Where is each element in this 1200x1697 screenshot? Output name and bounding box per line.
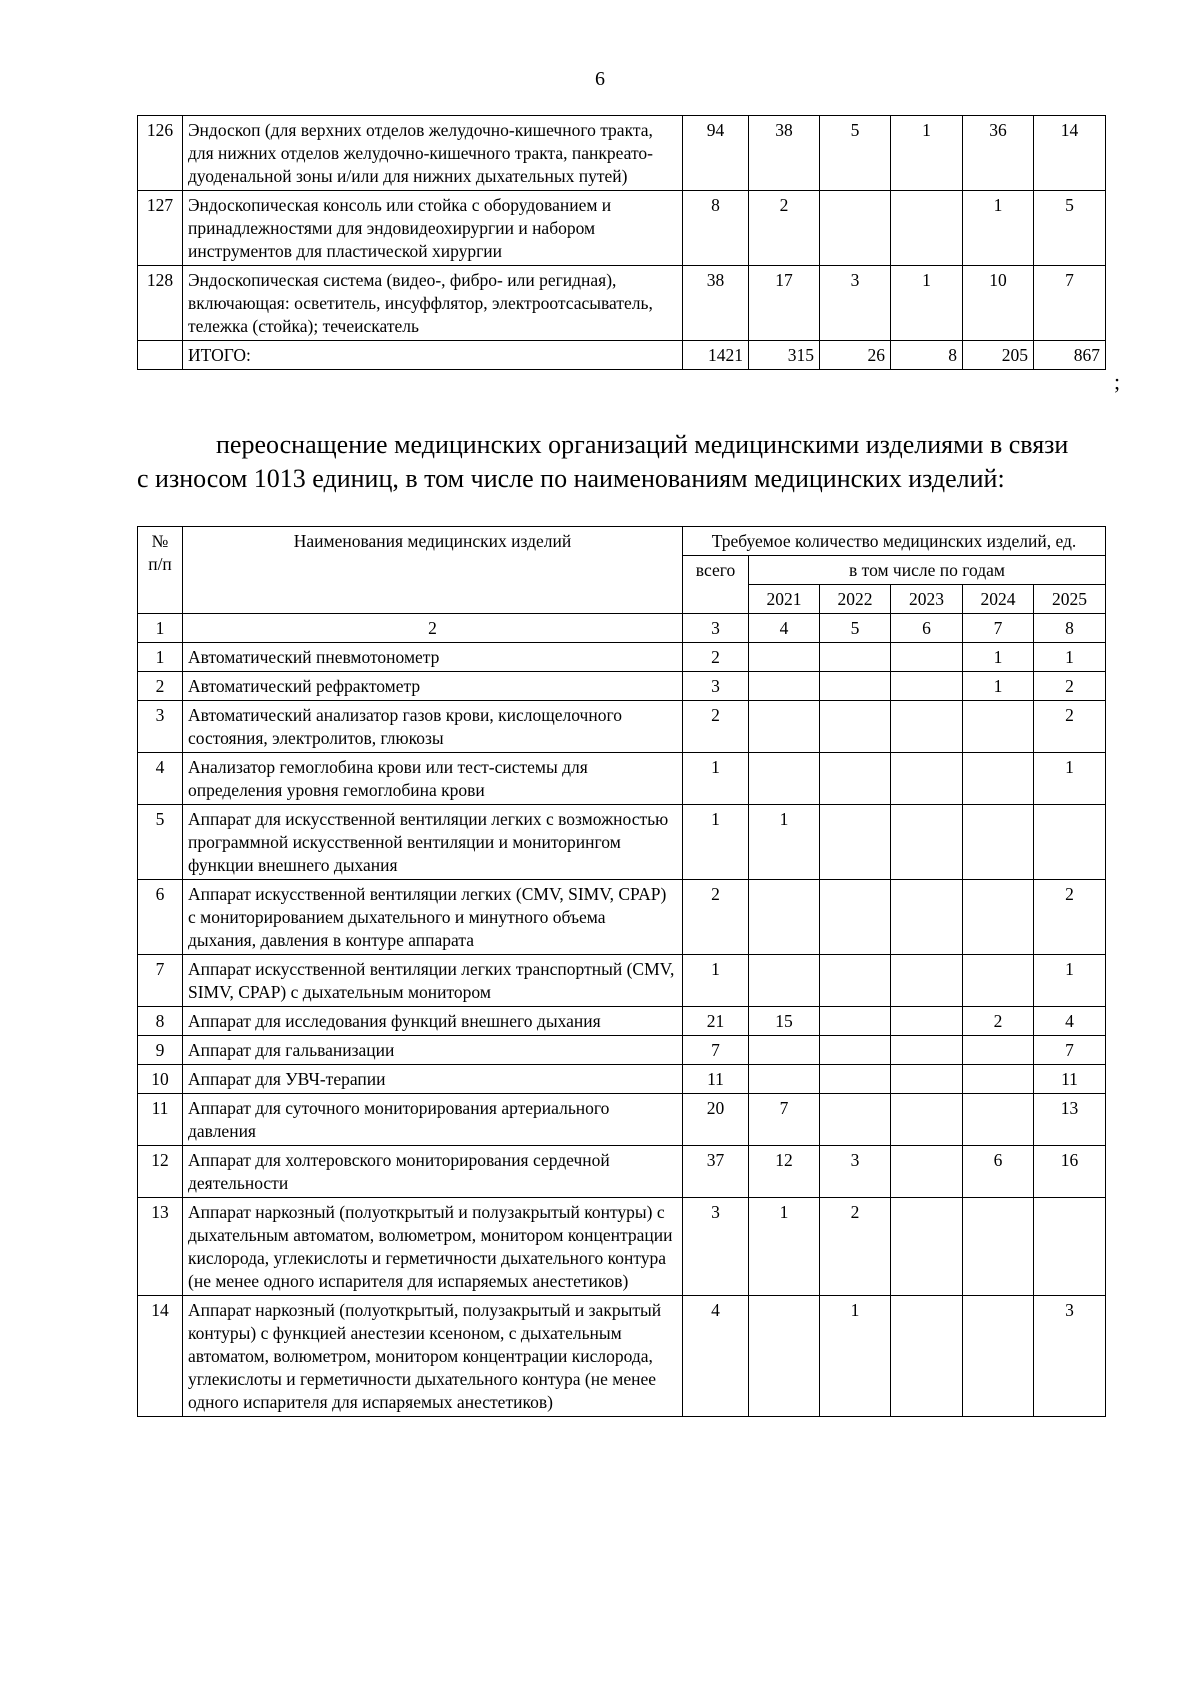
qty-2023 bbox=[891, 753, 963, 805]
qty-total: 38 bbox=[683, 266, 749, 341]
qty-2022 bbox=[820, 805, 891, 880]
header-year-2022: 2022 bbox=[820, 585, 891, 614]
qty-2024: 6 bbox=[963, 1146, 1034, 1198]
qty-2021 bbox=[749, 1065, 820, 1094]
qty-2024 bbox=[963, 1296, 1034, 1417]
qty-total: 1 bbox=[683, 753, 749, 805]
qty-2024: 36 bbox=[963, 116, 1034, 191]
qty-2023 bbox=[891, 805, 963, 880]
qty-2024 bbox=[963, 955, 1034, 1007]
header-name: Наименования медицинских изделий bbox=[183, 527, 683, 614]
row-number: 2 bbox=[138, 672, 183, 701]
col-number: 3 bbox=[683, 614, 749, 643]
qty-2021: 15 bbox=[749, 1007, 820, 1036]
qty-2024: 1 bbox=[963, 672, 1034, 701]
qty-2025: 5 bbox=[1034, 191, 1106, 266]
item-name: Анализатор гемоглобина крови или тест-системы для определения уровня гемоглобина крови bbox=[183, 753, 683, 805]
qty-2023: 1 bbox=[891, 266, 963, 341]
col-number: 7 bbox=[963, 614, 1034, 643]
qty-2022 bbox=[820, 191, 891, 266]
qty-2025: 1 bbox=[1034, 643, 1106, 672]
qty-2025: 14 bbox=[1034, 116, 1106, 191]
qty-2025: 4 bbox=[1034, 1007, 1106, 1036]
qty-2022: 3 bbox=[820, 266, 891, 341]
row-number: 14 bbox=[138, 1296, 183, 1417]
qty-2024: 10 bbox=[963, 266, 1034, 341]
header-year-2021: 2021 bbox=[749, 585, 820, 614]
qty-total: 94 bbox=[683, 116, 749, 191]
qty-2025: 7 bbox=[1034, 266, 1106, 341]
qty-2021: 12 bbox=[749, 1146, 820, 1198]
col-number: 1 bbox=[138, 614, 183, 643]
qty-2021 bbox=[749, 955, 820, 1007]
qty-2024: 1 bbox=[963, 191, 1034, 266]
qty-2021 bbox=[749, 672, 820, 701]
col-number: 5 bbox=[820, 614, 891, 643]
row-number: 12 bbox=[138, 1146, 183, 1198]
table-row bbox=[138, 1065, 1106, 1094]
qty-2023 bbox=[891, 1146, 963, 1198]
item-name: Автоматический пневмотонометр bbox=[183, 643, 683, 672]
table-row bbox=[138, 701, 1106, 753]
row-number: 9 bbox=[138, 1036, 183, 1065]
qty-total: 1 bbox=[683, 955, 749, 1007]
qty-2022 bbox=[820, 753, 891, 805]
qty-2022 bbox=[820, 955, 891, 1007]
qty-2024 bbox=[963, 1198, 1034, 1296]
qty-2022 bbox=[820, 672, 891, 701]
row-number: 128 bbox=[138, 266, 183, 341]
qty-2025: 7 bbox=[1034, 1036, 1106, 1065]
header-year-2024: 2024 bbox=[963, 585, 1034, 614]
qty-total: 20 bbox=[683, 1094, 749, 1146]
qty-2024 bbox=[963, 805, 1034, 880]
sum-2021: 315 bbox=[749, 341, 820, 370]
paragraph-line-2: с износом 1013 единиц, в том числе по наименованиям медицинских изделий: bbox=[137, 464, 1005, 493]
qty-2025: 16 bbox=[1034, 1146, 1106, 1198]
item-name: Аппарат наркозный (полуоткрытый и полузакрытый контуры) с дыхательным автоматом, волюметром, монитором концентрации кислорода, углекислоты и герметичности дыхательного контура (не менее одного испарителя для испаряемых анестетиков) bbox=[183, 1198, 683, 1296]
sum-total: 1421 bbox=[683, 341, 749, 370]
header-required-qty: Требуемое количество медицинских изделий, ед. bbox=[683, 527, 1106, 556]
row-number: 5 bbox=[138, 805, 183, 880]
qty-2022 bbox=[820, 1007, 891, 1036]
qty-2023 bbox=[891, 701, 963, 753]
qty-2025 bbox=[1034, 1198, 1106, 1296]
paragraph-line-1: переоснащение медицинских организаций медицинскими изделиями в связи bbox=[216, 430, 1069, 459]
item-name: Аппарат искусственной вентиляции легких (CMV, SIMV, CPAP) с мониторированием дыхательного и минутного объема дыхания, давления в контуре аппарата bbox=[183, 880, 683, 955]
qty-2021: 38 bbox=[749, 116, 820, 191]
qty-2025: 13 bbox=[1034, 1094, 1106, 1146]
qty-2024 bbox=[963, 1094, 1034, 1146]
qty-total: 11 bbox=[683, 1065, 749, 1094]
qty-2024 bbox=[963, 753, 1034, 805]
qty-total: 2 bbox=[683, 880, 749, 955]
row-number: 1 bbox=[138, 643, 183, 672]
table-row bbox=[138, 191, 1106, 266]
sum-2022: 26 bbox=[820, 341, 891, 370]
qty-2023 bbox=[891, 1065, 963, 1094]
table-row bbox=[138, 955, 1106, 1007]
qty-2022 bbox=[820, 1065, 891, 1094]
qty-2023 bbox=[891, 1198, 963, 1296]
qty-2023 bbox=[891, 880, 963, 955]
qty-2024: 1 bbox=[963, 643, 1034, 672]
column-numbers-row bbox=[138, 614, 1106, 643]
header-by-years: в том числе по годам bbox=[749, 556, 1106, 585]
qty-2024 bbox=[963, 880, 1034, 955]
qty-2022: 5 bbox=[820, 116, 891, 191]
qty-2021 bbox=[749, 643, 820, 672]
qty-2024 bbox=[963, 701, 1034, 753]
sum-2023: 8 bbox=[891, 341, 963, 370]
qty-2023 bbox=[891, 1007, 963, 1036]
table-row bbox=[138, 1146, 1106, 1198]
header-year-2025: 2025 bbox=[1034, 585, 1106, 614]
item-name: Аппарат для искусственной вентиляции легких с возможностью программной искусственной вентиляции и мониторингом функции внешнего дыхания bbox=[183, 805, 683, 880]
qty-2021: 1 bbox=[749, 1198, 820, 1296]
qty-2023 bbox=[891, 672, 963, 701]
qty-2023: 1 bbox=[891, 116, 963, 191]
qty-total: 3 bbox=[683, 672, 749, 701]
table-row bbox=[138, 1007, 1106, 1036]
qty-2023 bbox=[891, 191, 963, 266]
qty-total: 8 bbox=[683, 191, 749, 266]
table-row bbox=[138, 1296, 1106, 1417]
item-name: Эндоскоп (для верхних отделов желудочно-кишечного тракта, для нижних отделов желудочно-кишечного тракта, панкреато-дуоденальной зоны и/или для нижних дыхательных путей) bbox=[183, 116, 683, 191]
qty-2021: 1 bbox=[749, 805, 820, 880]
table-row bbox=[138, 1036, 1106, 1065]
qty-2021 bbox=[749, 753, 820, 805]
header-num: № п/п bbox=[138, 527, 183, 614]
item-name: Аппарат для исследования функций внешнего дыхания bbox=[183, 1007, 683, 1036]
qty-2025: 2 bbox=[1034, 880, 1106, 955]
qty-2022: 2 bbox=[820, 1198, 891, 1296]
table-row bbox=[138, 672, 1106, 701]
qty-2025: 11 bbox=[1034, 1065, 1106, 1094]
table-row bbox=[138, 266, 1106, 341]
row-number-empty bbox=[138, 341, 183, 370]
qty-2021 bbox=[749, 1296, 820, 1417]
row-number: 127 bbox=[138, 191, 183, 266]
item-name: Аппарат для суточного мониторирования артериального давления bbox=[183, 1094, 683, 1146]
trailing-semicolon: ; bbox=[1114, 369, 1121, 394]
item-name: Аппарат для гальванизации bbox=[183, 1036, 683, 1065]
qty-2021 bbox=[749, 880, 820, 955]
page-number: 6 bbox=[595, 68, 605, 90]
qty-total: 4 bbox=[683, 1296, 749, 1417]
col-number: 8 bbox=[1034, 614, 1106, 643]
qty-2024: 2 bbox=[963, 1007, 1034, 1036]
qty-2025: 3 bbox=[1034, 1296, 1106, 1417]
qty-2023 bbox=[891, 643, 963, 672]
qty-2024 bbox=[963, 1036, 1034, 1065]
qty-2023 bbox=[891, 1036, 963, 1065]
qty-total: 2 bbox=[683, 643, 749, 672]
intro-paragraph bbox=[137, 428, 1142, 496]
item-name: Эндоскопическая система (видео-, фибро- или регидная), включающая: осветитель, инсуффлятор, электроотсасыватель, тележка (стойка); течеискатель bbox=[183, 266, 683, 341]
qty-2025: 1 bbox=[1034, 955, 1106, 1007]
qty-total: 3 bbox=[683, 1198, 749, 1296]
row-number: 8 bbox=[138, 1007, 183, 1036]
row-number: 4 bbox=[138, 753, 183, 805]
qty-2021 bbox=[749, 1036, 820, 1065]
col-number: 6 bbox=[891, 614, 963, 643]
table-row bbox=[138, 1198, 1106, 1296]
table-row bbox=[138, 805, 1106, 880]
qty-2022 bbox=[820, 1094, 891, 1146]
table-row bbox=[138, 643, 1106, 672]
qty-total: 7 bbox=[683, 1036, 749, 1065]
qty-2022: 1 bbox=[820, 1296, 891, 1417]
header-row-1 bbox=[138, 527, 1106, 556]
qty-2025: 1 bbox=[1034, 753, 1106, 805]
qty-2021: 2 bbox=[749, 191, 820, 266]
item-name: Автоматический рефрактометр bbox=[183, 672, 683, 701]
equipment-table-continued bbox=[137, 115, 1106, 370]
row-number: 126 bbox=[138, 116, 183, 191]
table-row bbox=[138, 116, 1106, 191]
qty-2022 bbox=[820, 643, 891, 672]
qty-total: 2 bbox=[683, 701, 749, 753]
qty-2022: 3 bbox=[820, 1146, 891, 1198]
table-row bbox=[138, 880, 1106, 955]
item-name: Аппарат для УВЧ-терапии bbox=[183, 1065, 683, 1094]
total-label: ИТОГО: bbox=[183, 341, 683, 370]
qty-2021: 7 bbox=[749, 1094, 820, 1146]
row-number: 13 bbox=[138, 1198, 183, 1296]
qty-total: 37 bbox=[683, 1146, 749, 1198]
header-year-2023: 2023 bbox=[891, 585, 963, 614]
row-number: 11 bbox=[138, 1094, 183, 1146]
total-row bbox=[138, 341, 1106, 370]
row-number: 6 bbox=[138, 880, 183, 955]
item-name: Автоматический анализатор газов крови, кислощелочного состояния, электролитов, глюкозы bbox=[183, 701, 683, 753]
sum-2024: 205 bbox=[963, 341, 1034, 370]
qty-total: 21 bbox=[683, 1007, 749, 1036]
qty-2022 bbox=[820, 1036, 891, 1065]
item-name: Аппарат искусственной вентиляции легких транспортный (CMV, SIMV, CPAP) с дыхательным монитором bbox=[183, 955, 683, 1007]
qty-total: 1 bbox=[683, 805, 749, 880]
qty-2021: 17 bbox=[749, 266, 820, 341]
qty-2023 bbox=[891, 955, 963, 1007]
sum-2025: 867 bbox=[1034, 341, 1106, 370]
replacement-equipment-table bbox=[137, 526, 1106, 1417]
table-row bbox=[138, 753, 1106, 805]
row-number: 10 bbox=[138, 1065, 183, 1094]
row-number: 7 bbox=[138, 955, 183, 1007]
col-number: 2 bbox=[183, 614, 683, 643]
qty-2022 bbox=[820, 880, 891, 955]
qty-2025: 2 bbox=[1034, 701, 1106, 753]
item-name: Аппарат для холтеровского мониторирования сердечной деятельности bbox=[183, 1146, 683, 1198]
header-total: всего bbox=[683, 556, 749, 614]
qty-2025: 2 bbox=[1034, 672, 1106, 701]
qty-2023 bbox=[891, 1094, 963, 1146]
item-name: Эндоскопическая консоль или стойка с оборудованием и принадлежностями для эндовидеохирургии и набором инструментов для пластической хирургии bbox=[183, 191, 683, 266]
qty-2021 bbox=[749, 701, 820, 753]
row-number: 3 bbox=[138, 701, 183, 753]
col-number: 4 bbox=[749, 614, 820, 643]
qty-2025 bbox=[1034, 805, 1106, 880]
item-name: Аппарат наркозный (полуоткрытый, полузакрытый и закрытый контуры) с функцией анестезии ксеноном, с дыхательным автоматом, волюметром, монитором концентрации кислорода, углекислоты и герметичности дыхательного контура (не менее одного испарителя для испаряемых анестетиков) bbox=[183, 1296, 683, 1417]
qty-2024 bbox=[963, 1065, 1034, 1094]
qty-2022 bbox=[820, 701, 891, 753]
qty-2023 bbox=[891, 1296, 963, 1417]
table-row bbox=[138, 1094, 1106, 1146]
